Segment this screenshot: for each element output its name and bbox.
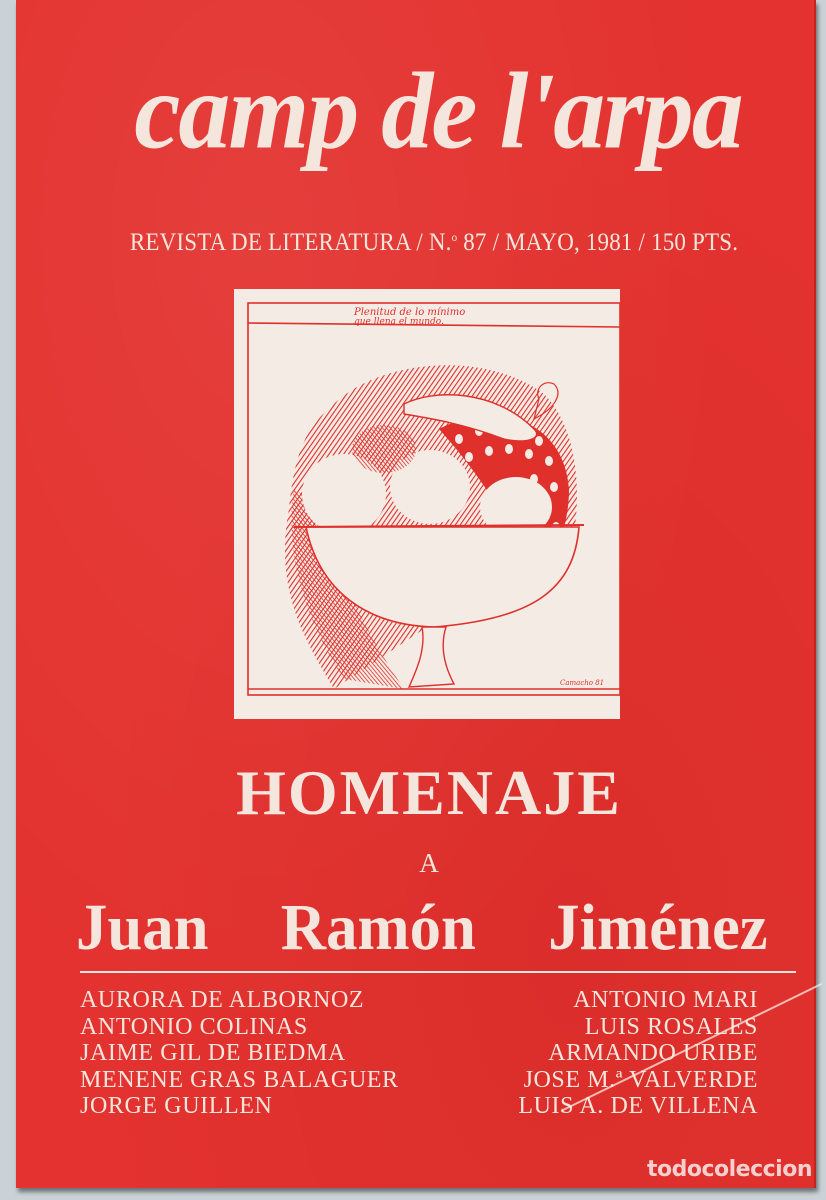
inscription-line1: Plenitud de lo mínimo (354, 307, 466, 318)
honoree-name (76, 891, 768, 964)
contributor-name: AURORA DE ALBORNOZ (80, 987, 365, 1013)
separator: / (416, 229, 423, 256)
cover-illustration (234, 289, 620, 719)
honoree-middle-name: Ramón (280, 891, 476, 964)
contributor-name: LUIS A. DE VILLENA (518, 1093, 758, 1119)
issue-number-value: 87 (463, 229, 487, 256)
honoree-first-name: Juan (76, 891, 209, 964)
magazine-cover (16, 0, 816, 1188)
watermark-text: todocoleccion (646, 1157, 812, 1182)
issue-number (429, 229, 487, 256)
divider (80, 971, 796, 973)
honoree-last-name: Jiménez (548, 891, 768, 964)
contributor-name: ANTONIO COLINAS (80, 1013, 308, 1040)
contributors-right (518, 987, 758, 1120)
issue-date: MAYO, 1981 (505, 229, 633, 256)
contributors-left (80, 987, 399, 1120)
issue-sup: o (451, 230, 458, 244)
inscription-line2: que llena el mundo. (354, 317, 444, 327)
artist-signature: Camacho 81 (560, 679, 605, 687)
magazine-type: REVISTA DE LITERATURA (129, 229, 411, 256)
issue-price: 150 PTS. (651, 229, 739, 256)
contributor-name: JOSE M.ª VALVERDE (523, 1066, 758, 1093)
masthead-title: camp de l'arpa (134, 51, 742, 172)
contributor-name: MENENE GRAS BALAGUER (80, 1066, 399, 1093)
separator: / (638, 229, 646, 256)
feature-connector: A (419, 848, 439, 878)
contributor-name: LUIS ROSALES (584, 1013, 758, 1040)
issue-prefix: N. (428, 229, 452, 256)
separator: / (492, 229, 500, 256)
fruit-bowl-drawing-icon (234, 289, 620, 719)
contributor-name: ANTONIO MARI (573, 987, 758, 1013)
contributor-name: JORGE GUILLEN (80, 1093, 273, 1119)
contributor-name: ARMANDO URIBE (548, 1040, 758, 1066)
contributor-name: JAIME GIL DE BIEDMA (80, 1040, 346, 1066)
feature-heading: HOMENAJE (236, 757, 622, 828)
issue-subline (94, 229, 775, 257)
